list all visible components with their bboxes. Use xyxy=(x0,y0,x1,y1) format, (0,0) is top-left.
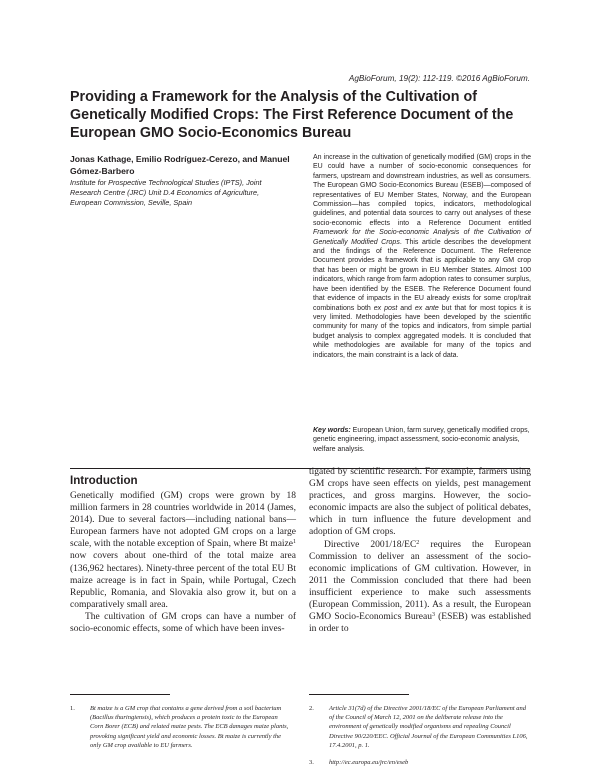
abstract-text-2: . This article describes the development and the findings of the Reference Document. The Reference Document provides a framework that is applicable to any GM crop that has been or might be grown in EU Member States. Almost 100 indicators, which range from farm adoption rates to consumer surplus, have been identified by the ESEB. The Reference Document found that evidence of impacts in the EU already exists for some crop/trait combinations both xyxy=(313,238,531,312)
abstract-document-title: Framework for the Socio-economic Analysis of the Cultivation of Genetically Modified Crops xyxy=(313,229,531,246)
article-title: Providing a Framework for the Analysis of the Cultivation of Genetically Modified Crops: The First Reference Document of the European GMO Socio-Economics Bureau xyxy=(70,89,514,141)
footnote-number: 3. xyxy=(309,759,314,766)
body-column-left xyxy=(70,490,296,635)
intro-p4-text-c: (ESEB) was established in order to xyxy=(309,612,531,635)
intro-paragraph-3: tigated by scientific research. For example, farmers using GM crops have seen effects on yields, pest management practices, and gross margins. However, the socio-economic impacts are also the subject of political debates, which in turn influence the future development and adoption of GM crops. xyxy=(309,467,531,538)
journal-citation: AgBioForum, 19(2): 112-119. ©2016 AgBioForum. xyxy=(348,74,530,83)
keywords xyxy=(313,426,531,454)
footnote-link[interactable]: http://ec.europa.eu/jrc/en/eseb xyxy=(329,759,409,766)
intro-paragraph-2: The cultivation of GM crops can have a number of socio-economic effects, some of which have been inves- xyxy=(70,611,296,635)
intro-p1-text-b: now covers about one-third of the total maize area (136,962 hectares). Ninety-three percent of the total EU Bt maize acreage is in fact in Spain, while Portugal, Czech Republic, Romania, and Slovakia also grow it, but on a comparatively small area. xyxy=(70,551,296,610)
footnote-ref-2: 2 xyxy=(416,539,420,546)
author-affiliation: Institute for Prospective Technological Studies (IPTS), Joint Research Centre (JRC) Unit D.4 Economics of Agriculture, European Commission, Seville, Spain xyxy=(70,178,262,207)
footnote-number: 1. xyxy=(70,705,75,712)
intro-p1-text-a: Genetically modified (GM) crops were grown by 18 million farmers in 28 countries worldwide in 2014 (James, 2014). Due to several factors—including national bans—European farmers have not adopted GM crops on a large scale, with the notable exception of Spain, where Bt maize xyxy=(70,491,296,550)
footnote-rule-right xyxy=(309,694,409,695)
intro-p4-text-b: requires the European Commission to deliver an assessment of the socio-economic implications of GM cultivation. However, in 2011 the Commission concluded that there had been insufficient experience to make such assessments (European Commission, 2011). As a result, the European GMO Socio-Economics Bureau xyxy=(309,539,531,623)
footnote-ref-3: 3 xyxy=(431,612,435,619)
footnote-text: Article 31(7d) of the Directive 2001/18/EC of the European Parliament and of the Council of March 12, 2001 on the deliberate release into the environment of genetically modified organisms and repealing Council Directive 90/220/EEC. Official Journal of the European Communities L106, 17.4.2001, p. 1. xyxy=(329,705,528,749)
abstract-and: and xyxy=(397,304,415,312)
footnote-rule-left xyxy=(70,694,170,695)
intro-paragraph-1 xyxy=(70,490,296,611)
intro-p4-text-a: Directive 2001/18/EC xyxy=(324,539,417,550)
keywords-text: European Union, farm survey, genetically modified crops, genetic engineering, impact assessment, socio-economic analysis, welfare analysis. xyxy=(313,427,530,453)
author-list: Jonas Kathage, Emilio Rodríguez-Cerezo, and Manuel Gómez-Barbero xyxy=(70,154,290,176)
body-column-right xyxy=(309,466,531,635)
footnote-1 xyxy=(70,704,292,750)
section-heading-introduction: Introduction xyxy=(70,474,138,487)
footnote-2 xyxy=(309,704,531,750)
abstract-text-3: but that for most topics it is very limited. Methodologies have been developed by the scientific community for many of the topics and indicators, from simple partial budget analysis to complex aggregated models. It is concluded that while methodologies are available for many of the topics and indicators, the main constraint is a lack of data. xyxy=(313,304,531,359)
footnote-number: 2. xyxy=(309,705,314,712)
footnote-3 xyxy=(309,758,531,767)
abstract-ex-post: ex post xyxy=(373,304,398,312)
abstract-ex-ante: ex ante xyxy=(414,304,439,312)
abstract xyxy=(313,153,531,360)
abstract-text-1: An increase in the cultivation of genetically modified (GM) crops in the EU could have a number of socio-economic consequences for farmers, upstream and downstream industries, as well as consumers. The European GMO Socio-Economics Bureau (ESEB)—composed of representatives of EU Member States, Norway, and the European Commission—has compiled topics, indicators, methodological guidelines, and potential data sources to carry out analyses of these socio-economic effects into a Reference Document entitled xyxy=(313,154,531,227)
footnote-text: Bt maize is a GM crop that contains a gene derived from a soil bacterium (Bacillus thuringiensis), which produces a protein toxic to the European Corn Borer (ECB) and related maize pests. The ECB damages maize plants, provoking significant yield and economic losses. Bt maize is currently the only GM crop available to EU farmers. xyxy=(90,705,289,749)
footnote-ref-1: 1 xyxy=(293,539,296,546)
intro-paragraph-4 xyxy=(309,539,531,636)
keywords-label: Key words: xyxy=(313,427,351,434)
